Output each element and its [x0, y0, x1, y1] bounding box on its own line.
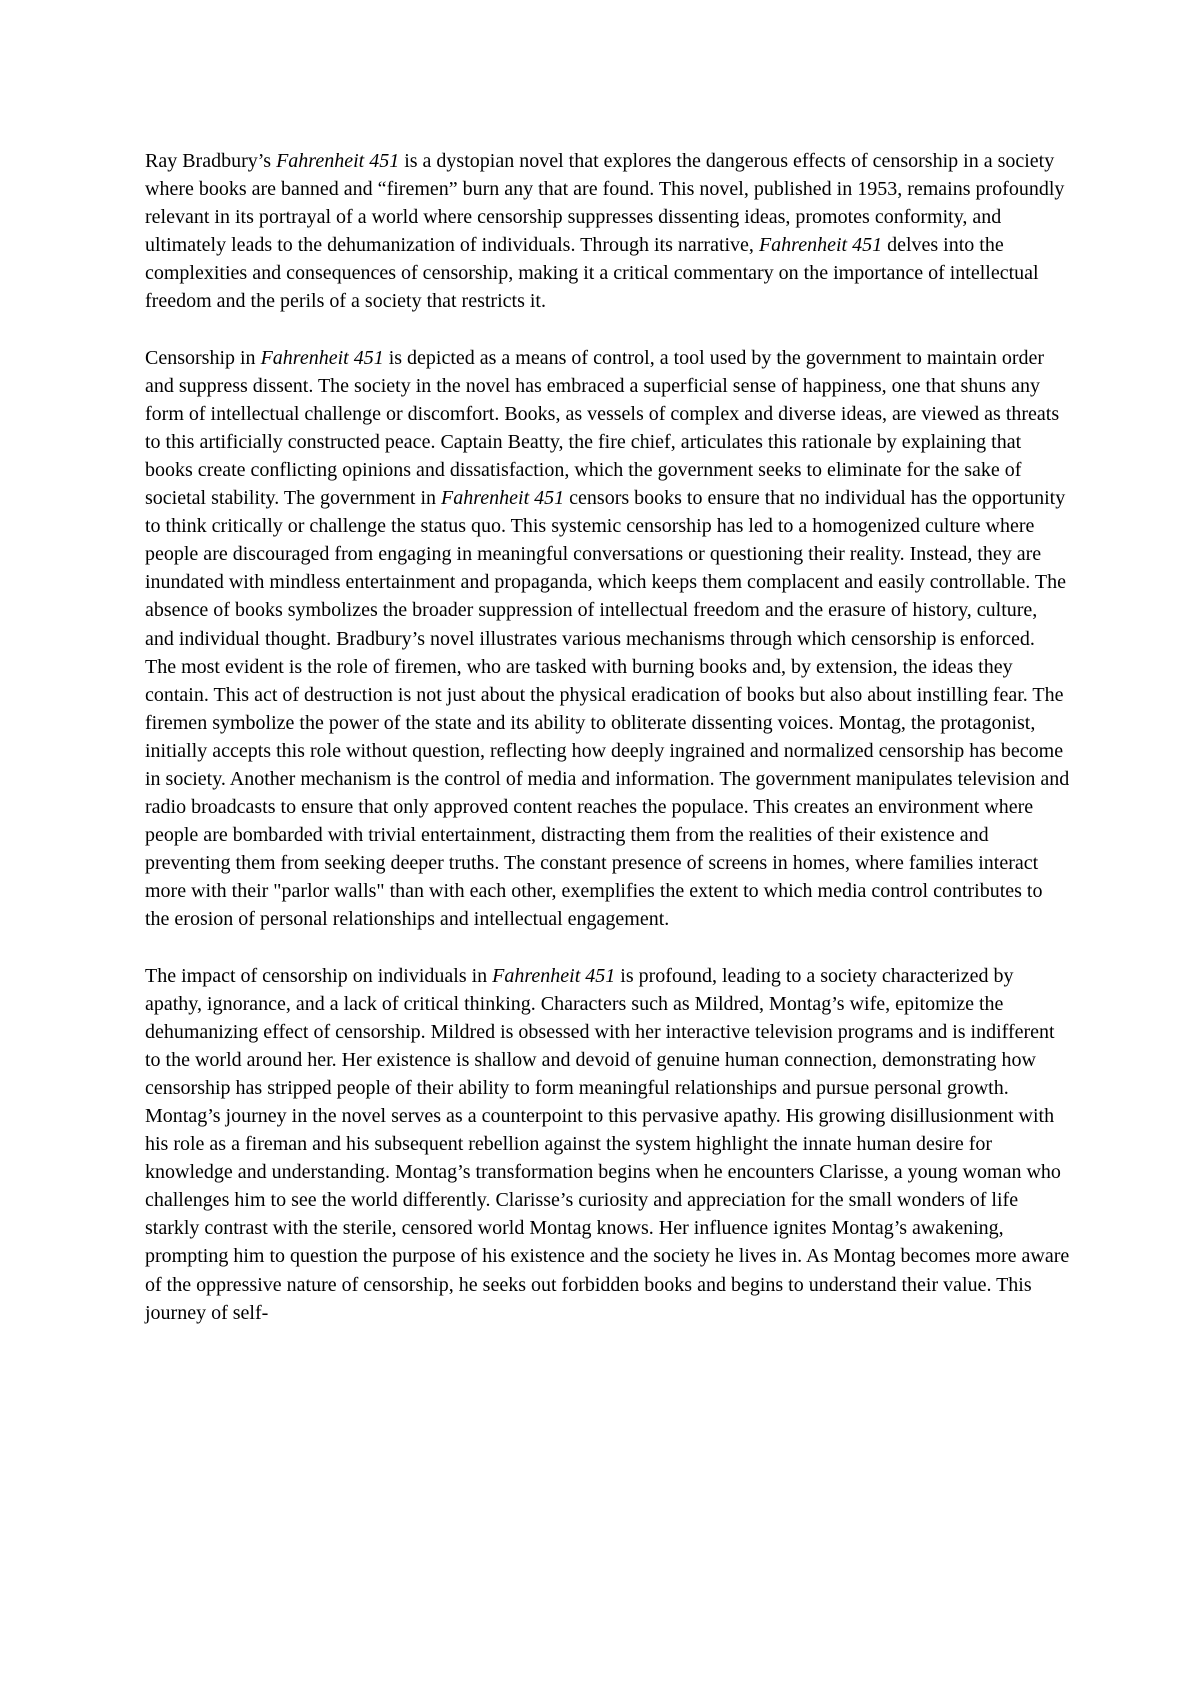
italic-title-text: Fahrenheit 451	[758, 234, 883, 257]
body-text: is depicted as a means of control, a tool used by the government to maintain order and suppress dissent. The society in the novel has embraced a superficial sense of happiness, one that shuns any form of intellectual challenge or discomfort. Books, as vessels of complex and diverse ideas, are viewed as threats to this artificially constructed peace. Captain Beatty, the fire chief, articulates this rationale by explaining that books create conflicting opinions and dissatisfaction, which the government seeks to eliminate for the sake of societal stability. The government in	[145, 346, 1060, 510]
italic-title-text: Fahrenheit 451	[441, 487, 565, 510]
body-text: Censorship in	[145, 346, 261, 369]
paragraph	[145, 962, 1070, 1327]
body-text: The impact of censorship on individuals in	[145, 964, 493, 987]
italic-title-text: Fahrenheit 451	[276, 150, 400, 172]
paragraph	[145, 147, 1070, 316]
document-body	[145, 147, 1070, 1327]
body-text: censors books to ensure that no individual has the opportunity to think critically or challenge the status quo. This systemic censorship has led to a homogenized culture where people are discouraged from engaging in meaningful conversations or questioning their reality. Instead, they are inundated with mindless entertainment and propaganda, which keeps them complacent and easily controllable. The absence of books symbolizes the broader suppression of intellectual freedom and the erasure of history, culture, and individual thought. Bradbury’s novel illustrates various mechanisms through which censorship is enforced. The most evident is the role of firemen, who are tasked with burning books and, by extension, the ideas they contain. This act of destruction is not just about the physical eradication of books but also about instilling fear. The firemen symbolize the power of the state and its ability to obliterate dissenting voices. Montag, the protagonist, initially accepts this role without question, reflecting how deeply ingrained and normalized censorship has become in society. Another mechanism is the control of media and information. The government manipulates television and radio broadcasts to ensure that only approved content reaches the populace. This creates an environment where people are bombarded with trivial entertainment, distracting them from the realities of their existence and preventing them from seeking deeper truths. The constant presence of screens in homes, where families interact more with their "parlor walls" than with each other, exemplifies the extent to which media control contributes to the erosion of personal relationships and intellectual engagement.	[145, 487, 1070, 931]
italic-title-text: Fahrenheit 451	[260, 346, 384, 369]
body-text: Ray Bradbury’s	[145, 150, 277, 172]
body-text: is a dystopian novel that explores the dangerous effects of censorship in a society where books are banned and “firemen” burn any that are found. This novel, published in 1953, remains profoundly relevant in its portrayal of a world where censorship suppresses dissenting ideas, promotes conformity, and ultimately leads to the dehumanization of individuals. Through its narrative,	[145, 150, 1065, 257]
italic-title-text: Fahrenheit 451	[492, 964, 616, 987]
body-text: delves into the complexities and consequences of censorship, making it a critical commentary on the importance of intellectual freedom and the perils of a society that restricts it.	[145, 234, 1039, 313]
paragraph	[145, 344, 1070, 934]
body-text: is profound, leading to a society characterized by apathy, ignorance, and a lack of critical thinking. Characters such as Mildred, Montag’s wife, epitomize the dehumanizing effect of censorship. Mildred is obsessed with her interactive television programs and is indifferent to the world around her. Her existence is shallow and devoid of genuine human connection, demonstrating how censorship has stripped people of their ability to form meaningful relationships and pursue personal growth. Montag’s journey in the novel serves as a counterpoint to this pervasive apathy. His growing disillusionment with his role as a fireman and his subsequent rebellion against the system highlight the innate human desire for knowledge and understanding. Montag’s transformation begins when he encounters Clarisse, a young woman who challenges him to see the world differently. Clarisse’s curiosity and appreciation for the small wonders of life starkly contrast with the sterile, censored world Montag knows. Her influence ignites Montag’s awakening, prompting him to question the purpose of his existence and the society he lives in. As Montag becomes more aware of the oppressive nature of censorship, he seeks out forbidden books and begins to understand their value. This journey of self-	[145, 964, 1070, 1324]
